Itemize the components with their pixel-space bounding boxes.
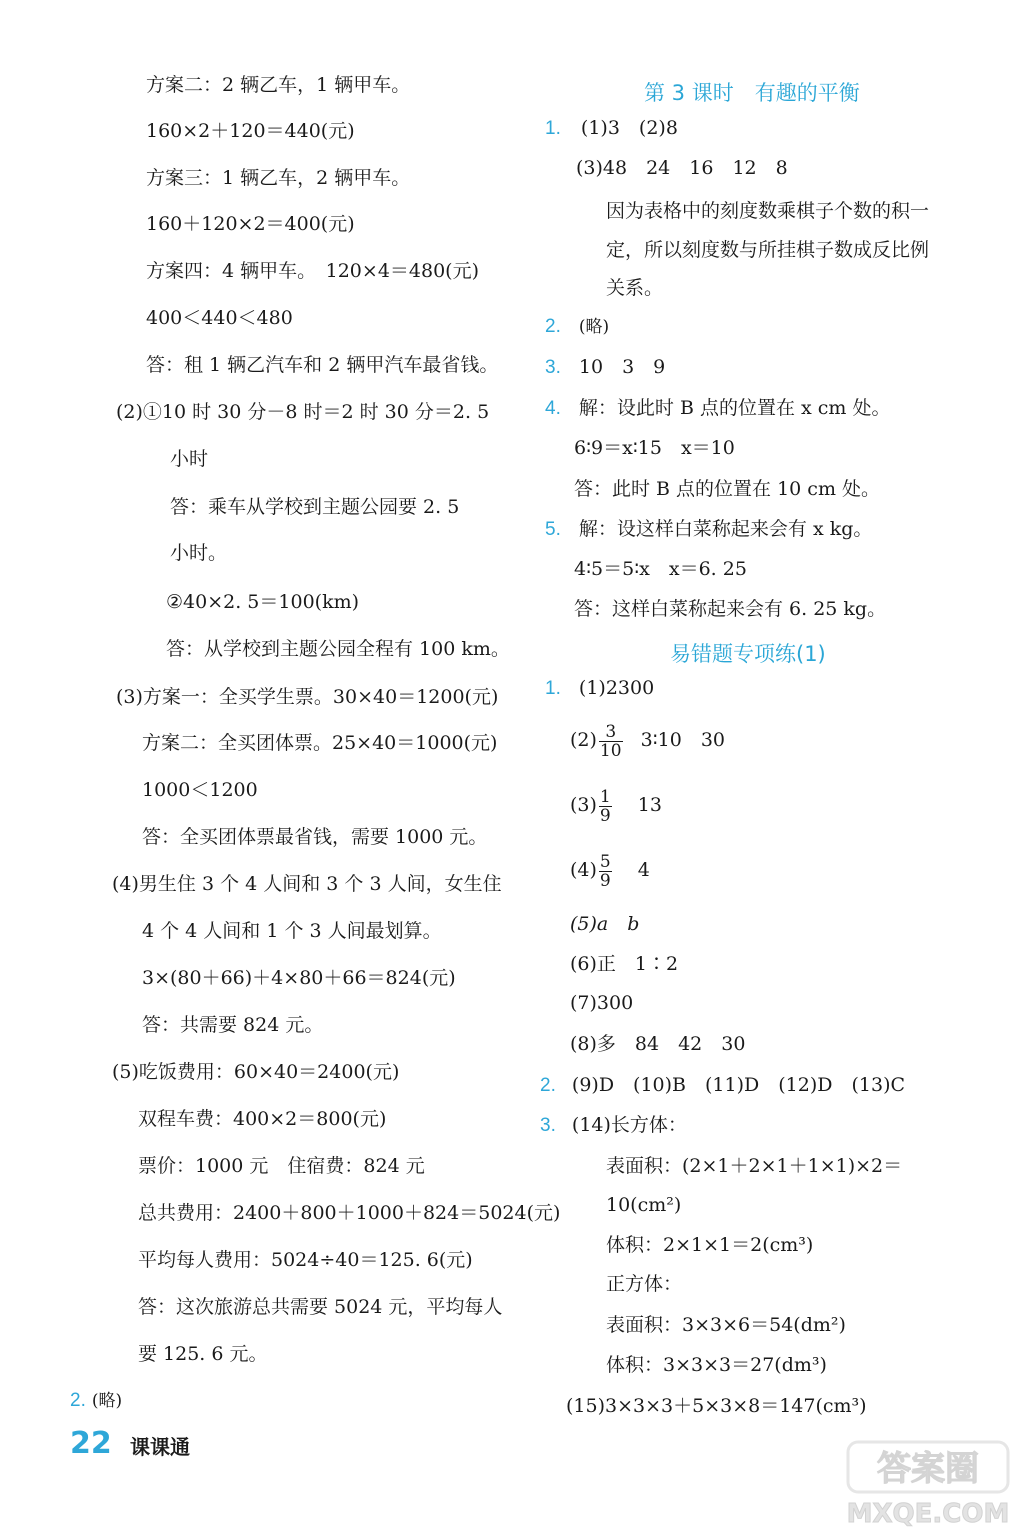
watermark-url: MXQE.COM	[846, 1499, 1010, 1529]
text-line: 小时	[170, 448, 209, 470]
answer-text: 解：设这样白菜称起来会有 x kg。	[578, 518, 873, 540]
item-label: (3)	[570, 794, 597, 816]
text-line: 10(cm²)	[606, 1194, 682, 1216]
text-line: 定，所以刻度数与所挂棋子数成反比例	[606, 239, 930, 261]
question-number: 3.	[545, 357, 561, 378]
text-line: (3)48 24 16 12 8	[576, 157, 788, 179]
fraction-line	[570, 720, 725, 760]
exercise-1-line	[545, 676, 654, 701]
text-line: 表面积：(2×1＋2×1＋1×1)×2＝	[606, 1155, 903, 1177]
text-line: (8)多 84 42 30	[570, 1033, 746, 1055]
text-line: (5)吃饭费用：60×40＝2400(元)	[112, 1061, 400, 1083]
text-line: (6)正 1∶2	[570, 953, 679, 975]
answer-text: (1)3 (2)8	[580, 117, 678, 139]
answer-text: (略)	[91, 1391, 123, 1411]
text-line: 答：共需要 824 元。	[142, 1014, 324, 1036]
text-line: 表面积：3×3×6＝54(dm²)	[606, 1314, 846, 1336]
text-line: (2)①10 时 30 分－8 时＝2 时 30 分＝2. 5	[116, 401, 490, 423]
question-number: 2.	[540, 1075, 556, 1096]
answer-text: 3∶10 30	[640, 729, 725, 751]
exercise-2-line	[540, 1073, 905, 1098]
text-line: 关系。	[606, 277, 664, 299]
answer-text: (9)D (10)B (11)D (12)D (13)C	[571, 1074, 906, 1096]
question-number: 2.	[545, 316, 561, 337]
question-5-line	[545, 517, 872, 542]
text-line: (15)3×3×3＋5×3×8＝147(cm³)	[566, 1395, 867, 1417]
question-3-line	[545, 355, 665, 380]
watermark-logo	[842, 1440, 1014, 1530]
text-line: 方案二：全买团体票。25×40＝1000(元)	[142, 732, 498, 754]
answer-text: (略)	[578, 317, 610, 337]
answer-text: (14)长方体：	[571, 1114, 687, 1136]
answer-text: 13	[637, 794, 662, 816]
question-number: 1.	[545, 118, 561, 139]
fraction	[599, 853, 612, 890]
text-line: 400＜440＜480	[146, 307, 293, 329]
text-line: 体积：3×3×3＝27(dm³)	[606, 1354, 827, 1376]
fraction	[599, 788, 612, 825]
text-line: 正方体：	[606, 1273, 683, 1295]
text-line: 答：租 1 辆乙汽车和 2 辆甲汽车最省钱。	[146, 354, 499, 376]
text-line: (7)300	[570, 992, 634, 1014]
text-line: 答：这次旅游总共需要 5024 元，平均每人	[138, 1296, 503, 1318]
text-line: (3)方案一：全买学生票。30×40＝1200(元)	[116, 686, 499, 708]
text-line: 票价：1000 元 住宿费：824 元	[138, 1155, 425, 1177]
answer-text: (1)2300	[578, 677, 655, 699]
brand-name: 课课通	[130, 1435, 190, 1459]
question-2-line	[545, 314, 609, 339]
answer-text: 10 3 9	[578, 356, 666, 378]
text-line: 总共费用：2400＋800＋1000＋824＝5024(元)	[138, 1202, 561, 1224]
denominator: 9	[599, 870, 611, 891]
item-label: (4)	[570, 859, 597, 881]
text-line: 答：全买团体票最省钱，需要 1000 元。	[142, 826, 488, 848]
text-line: 4∶5＝5∶x x＝6. 25	[574, 558, 747, 580]
exercise-3-line	[540, 1113, 687, 1138]
watermark-icon	[842, 1440, 1014, 1530]
section-heading: 第 3 课时 有趣的平衡	[644, 81, 860, 105]
text-line: 小时。	[170, 542, 228, 564]
fraction	[599, 723, 623, 760]
denominator: 9	[599, 805, 611, 826]
text-line: 体积：2×1×1＝2(cm³)	[606, 1234, 814, 1256]
fraction-line	[570, 850, 650, 890]
page-number: 22	[70, 1426, 112, 1461]
text-line: ②40×2. 5＝100(km)	[166, 591, 360, 613]
text-line: 160×2＋120＝440(元)	[146, 120, 355, 142]
text-line: 平均每人费用：5024÷40＝125. 6(元)	[138, 1249, 473, 1271]
text-line: 答：乘车从学校到主题公园要 2. 5	[170, 496, 460, 518]
question-number: 3.	[540, 1115, 556, 1136]
fraction-line	[570, 785, 662, 825]
text-line: (4)男生住 3 个 4 人间和 3 个 3 人间，女生住	[112, 873, 502, 895]
text-line: 方案四：4 辆甲车。 120×4＝480(元)	[146, 260, 479, 282]
numerator: 1	[599, 786, 611, 807]
text-line: 因为表格中的刻度数乘棋子个数的积一	[606, 200, 930, 222]
text-line: 6∶9＝x∶15 x＝10	[574, 437, 735, 459]
item-label: (2)	[570, 729, 597, 751]
question-number: 2.	[70, 1390, 86, 1411]
numerator: 5	[599, 851, 611, 872]
text-line: 3×(80＋66)＋4×80＋66＝824(元)	[142, 967, 456, 989]
question-2-line	[70, 1388, 122, 1413]
question-4-line	[545, 396, 890, 421]
denominator: 10	[599, 740, 622, 761]
text-line: 答：此时 B 点的位置在 10 cm 处。	[574, 478, 880, 500]
text-line: 双程车费：400×2＝800(元)	[138, 1108, 387, 1130]
text-line: 答：从学校到主题公园全程有 100 km。	[166, 638, 510, 660]
numerator: 3	[599, 723, 623, 742]
text-line: 方案三：1 辆乙车，2 辆甲车。	[146, 167, 411, 189]
text-line: 160＋120×2＝400(元)	[146, 213, 355, 235]
section-heading: 易错题专项练(1)	[670, 642, 826, 666]
answer-text: 解：设此时 B 点的位置在 x cm 处。	[578, 397, 891, 419]
question-1-line	[545, 116, 678, 141]
text-line: 要 125. 6 元。	[138, 1343, 268, 1365]
text-line: 方案二：2 辆乙车，1 辆甲车。	[146, 74, 411, 96]
text-line: 4 个 4 人间和 1 个 3 人间最划算。	[142, 920, 442, 942]
question-number: 5.	[545, 519, 561, 540]
text-line: 1000＜1200	[142, 779, 258, 801]
text-line: (5)a b	[570, 913, 640, 935]
text-line: 答：这样白菜称起来会有 6. 25 kg。	[574, 598, 887, 620]
question-number: 1.	[545, 678, 561, 699]
answer-text: 4	[637, 859, 650, 881]
question-number: 4.	[545, 398, 561, 419]
watermark-text: 答案圈	[877, 1449, 979, 1489]
